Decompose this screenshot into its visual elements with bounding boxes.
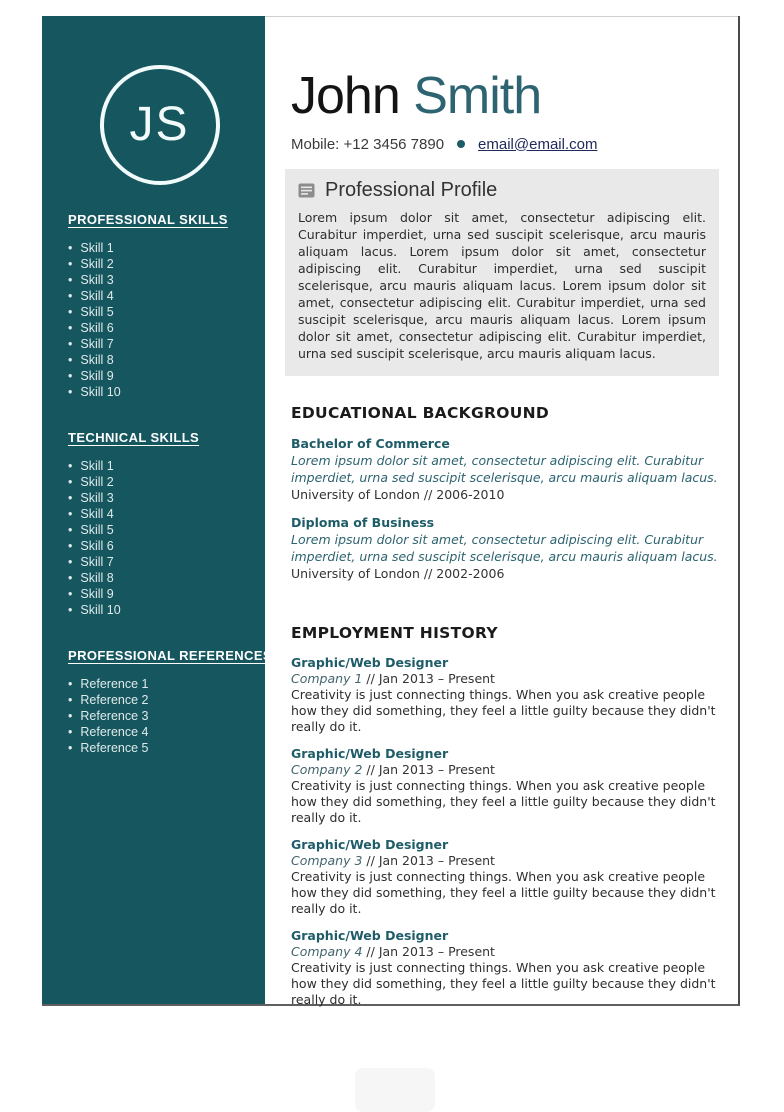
job-period: Jan 2013 – Present	[378, 670, 495, 686]
profile-section-title: Professional Profile	[325, 178, 498, 201]
list-item: • Skill 8	[68, 570, 251, 586]
last-name: Smith	[413, 67, 542, 125]
first-name: John	[291, 67, 400, 125]
job-period: Jan 2013 – Present	[378, 852, 495, 868]
institution-name: University of London	[291, 486, 420, 502]
job-meta-line	[291, 944, 719, 960]
separator: //	[366, 761, 375, 777]
job-title: Graphic/Web Designer	[291, 745, 449, 761]
degree-title: Diploma of Business	[291, 514, 435, 530]
education-section-heading: EDUCATIONAL BACKGROUND	[291, 403, 550, 422]
job-title: Graphic/Web Designer	[291, 927, 449, 943]
degree-description: Lorem ipsum dolor sit amet, consectetur adipiscing elit. Curabitur imperdiet, urna sed suscipit scelerisque, arcu mauris aliquam lacus.	[291, 452, 718, 485]
education-entry	[291, 514, 719, 582]
separator: //	[366, 852, 375, 868]
list-item: • Skill 6	[68, 538, 251, 554]
list-item: • Reference 4	[68, 724, 251, 740]
sidebar-heading-professional-skills: PROFESSIONAL SKILLS	[68, 212, 228, 227]
job-title: Graphic/Web Designer	[291, 836, 449, 852]
profile-text: Lorem ipsum dolor sit amet, consectetur adipiscing elit. Curabitur imperdiet, urna sed suscipit scelerisque, arcu mauris aliquam lacus. Lorem ipsum dolor sit amet, consectetur adipiscing elit. Curabitur imperdiet, urna sed suscipit scelerisque, arcu mauris aliquam lacus. Lorem ipsum dolor sit amet, consectetur adipiscing elit. Curabitur imperdiet, urna sed suscipit scelerisque, arcu mauris aliquam lacus. Lorem ipsum dolor sit amet, consectetur adipiscing elit. Curabitur imperdiet, urna sed suscipit scelerisque, arcu mauris aliquam lacus.	[298, 209, 706, 361]
list-item: • Skill 9	[68, 368, 251, 384]
separator: //	[366, 943, 375, 959]
list-item: • Skill 10	[68, 384, 251, 400]
job-period: Jan 2013 – Present	[378, 761, 495, 777]
list-item: • Reference 3	[68, 708, 251, 724]
institution-line	[291, 565, 719, 582]
job-meta-line	[291, 671, 719, 687]
list-item: • Reference 1	[68, 676, 251, 692]
job-description: Creativity is just connecting things. When you ask creative people how they did something, they feel a little guilty because they didn't really do it.	[291, 777, 716, 825]
professional-references-list	[68, 676, 251, 756]
profile-title-row	[298, 179, 706, 202]
monogram-circle	[100, 65, 220, 185]
separator: //	[423, 565, 433, 581]
list-item: • Skill 10	[68, 602, 251, 618]
sidebar	[42, 16, 272, 1004]
company-name: Company 1	[291, 670, 363, 686]
study-years: 2006-2010	[436, 486, 505, 502]
professional-skills-list	[68, 240, 251, 400]
job-description: Creativity is just connecting things. When you ask creative people how they did something, they feel a little guilty because they didn't really do it.	[291, 959, 716, 1007]
separator: //	[423, 486, 433, 502]
company-name: Company 3	[291, 852, 363, 868]
contact-separator-dot	[457, 140, 465, 148]
job-meta-line	[291, 853, 719, 869]
list-item: • Skill 6	[68, 320, 251, 336]
list-item: • Skill 4	[68, 288, 251, 304]
employment-entry	[291, 837, 719, 917]
institution-name: University of London	[291, 565, 420, 581]
separator: //	[366, 670, 375, 686]
company-name: Company 4	[291, 943, 363, 959]
main-content	[265, 16, 738, 1007]
monogram-initials: JS	[129, 98, 190, 151]
contact-row	[291, 136, 719, 153]
page-title	[291, 69, 719, 124]
list-item: • Skill 5	[68, 522, 251, 538]
mobile-number: Mobile: +12 3456 7890	[291, 135, 445, 153]
list-item: • Skill 1	[68, 458, 251, 474]
scan-artifact	[355, 1068, 435, 1112]
employment-entry	[291, 928, 719, 1008]
degree-description: Lorem ipsum dolor sit amet, consectetur adipiscing elit. Curabitur imperdiet, urna sed suscipit scelerisque, arcu mauris aliquam lacus.	[291, 531, 718, 564]
job-period: Jan 2013 – Present	[378, 943, 495, 959]
list-item: • Skill 7	[68, 554, 251, 570]
list-item: • Skill 3	[68, 272, 251, 288]
list-item: • Skill 4	[68, 506, 251, 522]
technical-skills-list	[68, 458, 251, 618]
list-item: • Reference 5	[68, 740, 251, 756]
company-name: Company 2	[291, 761, 363, 777]
email-link[interactable]: email@email.com	[478, 135, 598, 153]
employment-section-heading: EMPLOYMENT HISTORY	[291, 623, 498, 642]
institution-line	[291, 486, 719, 503]
employment-entry	[291, 655, 719, 735]
resume-page	[42, 16, 740, 1006]
list-item: • Skill 2	[68, 474, 251, 490]
degree-title: Bachelor of Commerce	[291, 435, 450, 451]
list-item: • Skill 3	[68, 490, 251, 506]
sidebar-heading-technical-skills: TECHNICAL SKILLS	[68, 430, 200, 445]
list-item: • Skill 2	[68, 256, 251, 272]
list-item: • Skill 7	[68, 336, 251, 352]
list-item: • Skill 5	[68, 304, 251, 320]
list-item: • Skill 8	[68, 352, 251, 368]
job-description: Creativity is just connecting things. When you ask creative people how they did something, they feel a little guilty because they didn't really do it.	[291, 686, 716, 734]
study-years: 2002-2006	[436, 565, 505, 581]
document-icon	[298, 183, 315, 198]
job-meta-line	[291, 762, 719, 778]
list-item: • Skill 9	[68, 586, 251, 602]
list-item: • Skill 1	[68, 240, 251, 256]
list-item: • Reference 2	[68, 692, 251, 708]
job-description: Creativity is just connecting things. When you ask creative people how they did something, they feel a little guilty because they didn't really do it.	[291, 868, 716, 916]
education-entry	[291, 435, 719, 503]
professional-profile-section	[285, 169, 719, 376]
employment-entry	[291, 746, 719, 826]
job-title: Graphic/Web Designer	[291, 654, 449, 670]
sidebar-heading-professional-references: PROFESSIONAL REFERENCES	[68, 648, 272, 663]
